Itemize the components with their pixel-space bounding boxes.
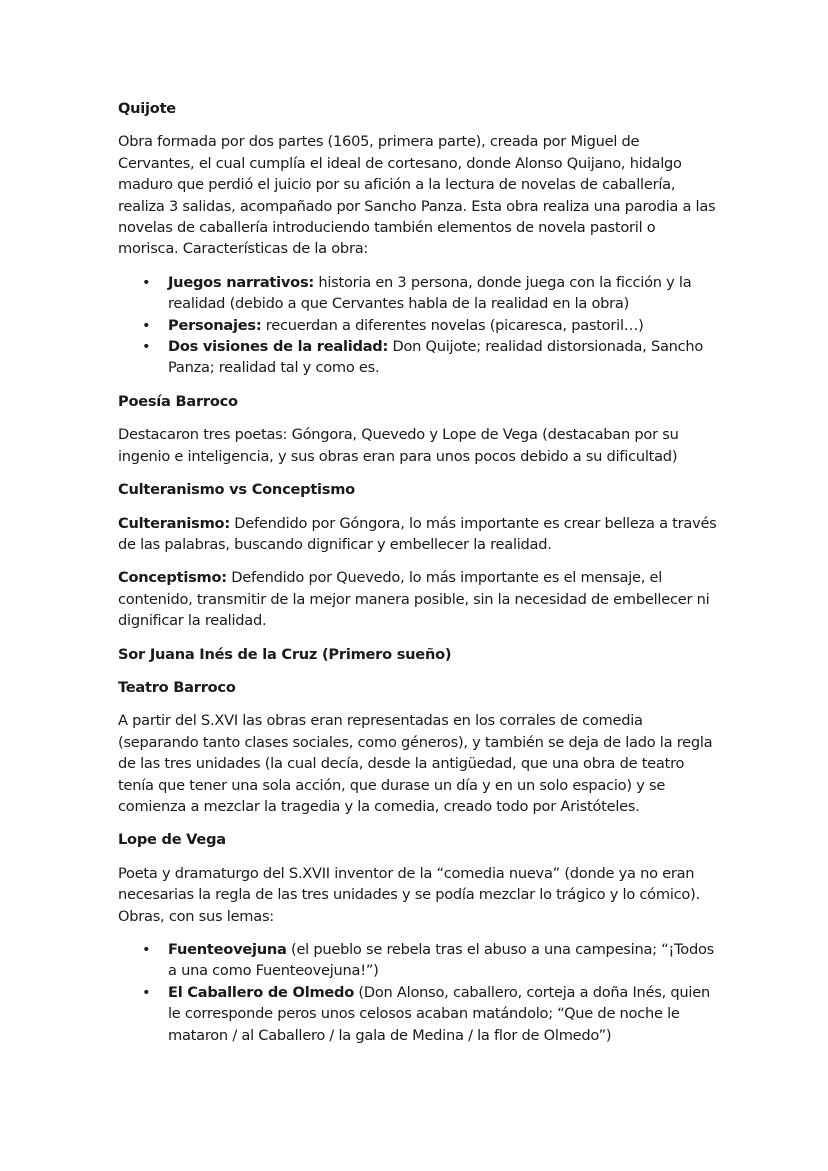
list-item <box>142 315 718 336</box>
conceptismo-paragraph <box>118 567 718 631</box>
bullet-icon: • <box>142 941 151 958</box>
culteranismo-paragraph <box>118 513 718 556</box>
culteranismo-text: Defendido por Góngora, lo más importante es crear belleza a través de las palabras, buscando dignificar y embellecer la realidad. <box>118 514 717 553</box>
list-item-term: Dos visiones de la realidad: <box>168 338 389 356</box>
bullet-icon: • <box>142 316 151 334</box>
teatro-text: A partir del S.XVI las obras eran representadas en los corrales de comedia (separando tanto clases sociales, como géneros), y también se deja de lado la regla de las tres unidades (la cual decía, desde la antigüedad, que una obra de teatro tenía que tener una sola acción, que durase un día y en un solo espacio) y se comienza a mezclar la tragedia y la comedia, creado todo por Aristóteles. <box>118 712 713 815</box>
conceptismo-text: Defendido por Quevedo, lo más importante es el mensaje, el contenido, transmitir de la mejor manera posible, sin la necesidad de embellecer ni dignificar la realidad. <box>118 569 710 630</box>
section-title-lope: Lope de Vega <box>118 831 226 849</box>
culteranismo-term: Culteranismo: <box>118 514 230 532</box>
section-title-teatro: Teatro Barroco <box>118 678 236 696</box>
section-title-poesia: Poesía Barroco <box>118 392 238 410</box>
list-item <box>142 272 718 315</box>
bullet-icon: • <box>142 273 151 291</box>
list-item-text: recuerdan a diferentes novelas (picaresca, pastoril…) <box>261 316 644 334</box>
bullet-icon: • <box>142 983 151 1001</box>
quijote-intro: Obra formada por dos partes (1605, primera parte), creada por Miguel de Cervantes, el cual cumplía el ideal de cortesano, donde Alonso Quijano, hidalgo maduro que perdió el juicio por su afición a la lectura de novelas de caballería, realiza 3 salidas, acompañado por Sancho Panza. Esta obra realiza una parodia a las novelas de caballería introduciendo también elementos de novela pastoril o morisca. Características de la obra: <box>118 133 716 258</box>
list-item <box>142 336 718 379</box>
document-page <box>118 98 718 1058</box>
list-item-text: (Don Alonso, caballero, corteja a doña Inés, quien le corresponde peros unos celosos acaban matándolo; “Que de noche le mataron / al Caballero / la gala de Medina / la flor de Olmedo”) <box>168 983 710 1044</box>
list-item-text: (el pueblo se rebela tras el abuso a una campesina; “¡Todos a una como Fuenteovejuna!”) <box>168 941 715 980</box>
list-item-term: El Caballero de Olmedo <box>168 983 355 1001</box>
list-item-term: Juegos narrativos: <box>168 273 314 291</box>
poesia-text: Destacaron tres poetas: Góngora, Quevedo y Lope de Vega (destacaban por su ingenio e inteligencia, y sus obras eran para unos pocos debido a su dificultad) <box>118 426 679 465</box>
list-item-term: Fuenteovejuna <box>168 941 287 958</box>
list-item-text: Don Quijote; realidad distorsionada, Sancho Panza; realidad tal y como es. <box>168 338 704 377</box>
list-item-term: Personajes: <box>168 316 262 334</box>
conceptismo-term: Conceptismo: <box>118 569 227 587</box>
quijote-characteristics-list <box>118 272 718 379</box>
list-item-text: historia en 3 persona, donde juega con la ficción y la realidad (debido a que Cervantes habla de la realidad en la obra) <box>168 273 692 313</box>
section-title-culteranismo: Culteranismo vs Conceptismo <box>118 481 355 499</box>
section-title-quijote: Quijote <box>118 100 176 117</box>
section-title-sor-juana: Sor Juana Inés de la Cruz (Primero sueño) <box>118 645 452 663</box>
lope-text: Poeta y dramaturgo del S.XVII inventor de la “comedia nueva” (donde ya no eran necesarias la regla de las tres unidades y se podía mezclar lo trágico y lo cómico). Obras, con sus lemas: <box>118 864 700 925</box>
list-item <box>142 982 718 1046</box>
lope-works-list <box>118 939 718 1046</box>
list-item <box>142 939 718 982</box>
bullet-icon: • <box>142 338 151 356</box>
